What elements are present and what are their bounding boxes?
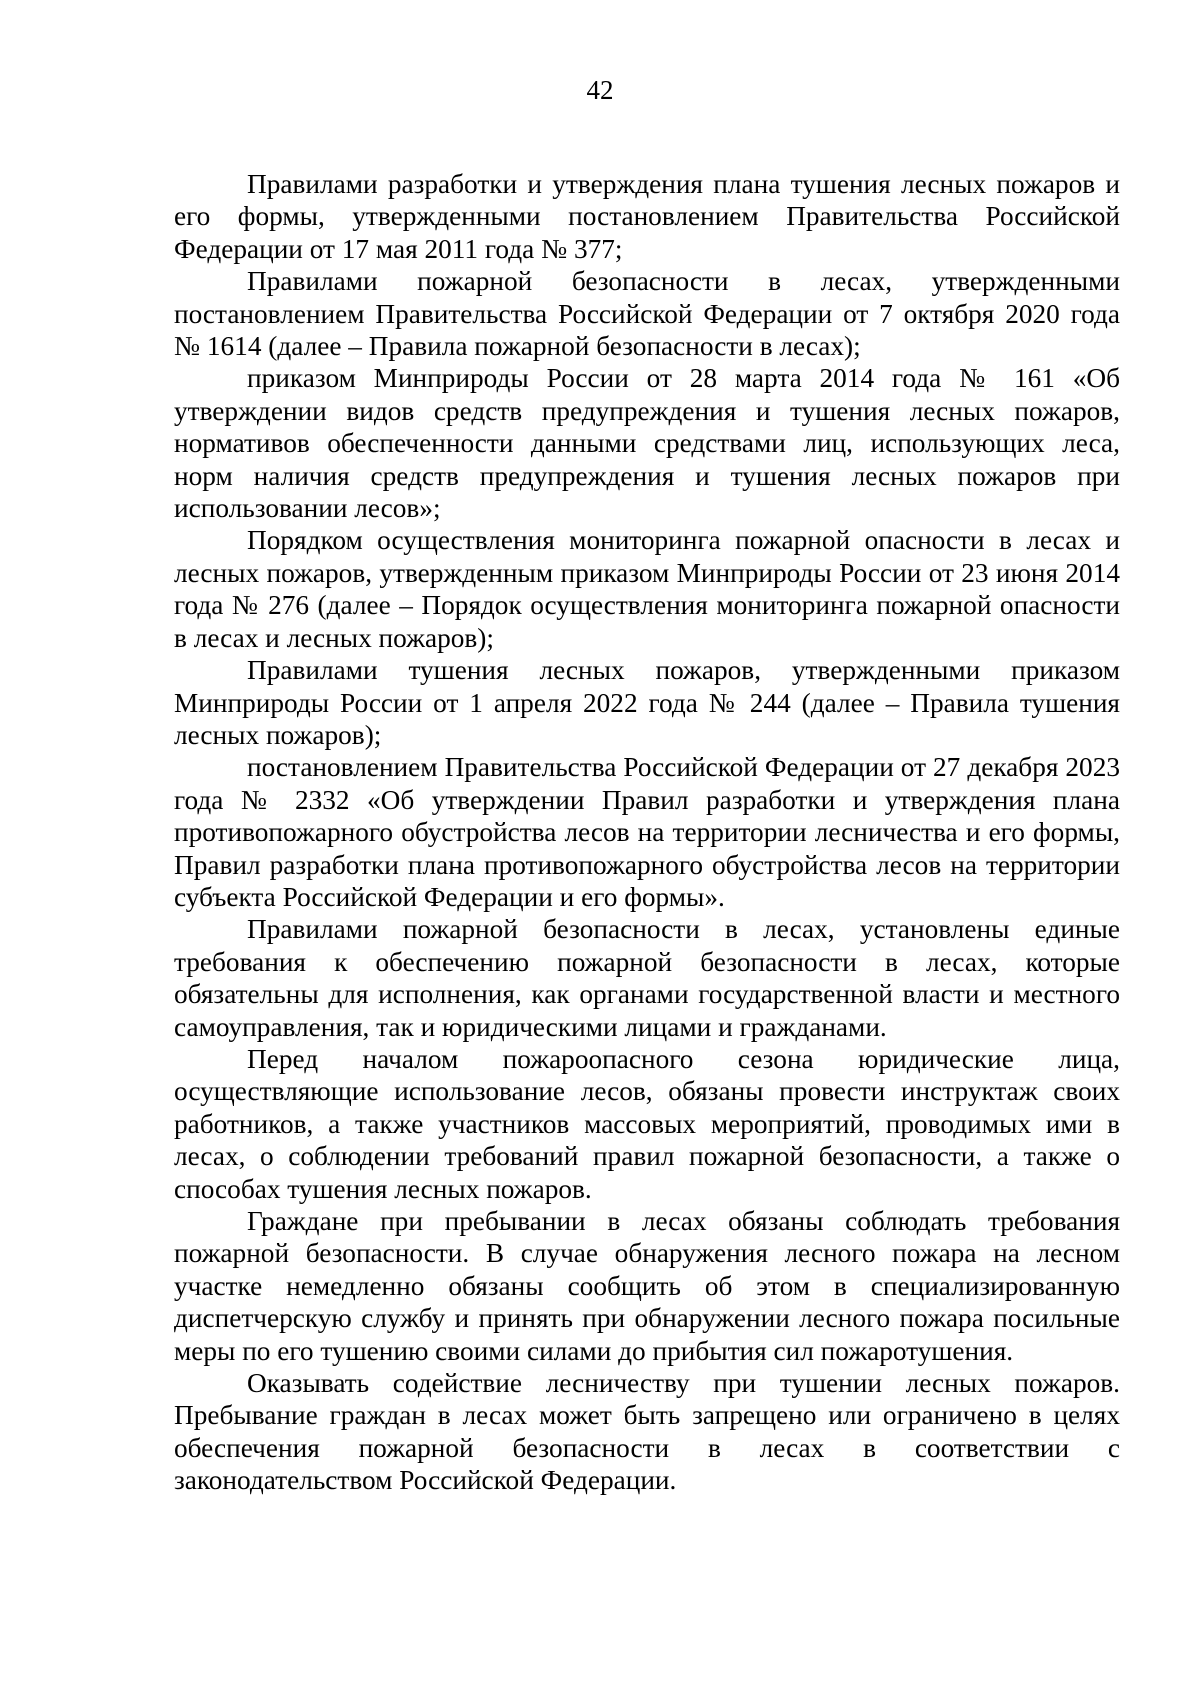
paragraph: Правилами тушения лесных пожаров, утвержденными приказом Минприроды России от 1 апреля 2022 года № 244 (далее – Правила тушения лесных пожаров); [174, 655, 1120, 750]
paragraph: Правилами разработки и утверждения плана тушения лесных пожаров и его формы, утвержденными постановлением Правительства Российской Федерации от 17 мая 2011 года № 377; [174, 169, 1120, 264]
paragraph: приказом Минприроды России от 28 марта 2014 года № 161 «Об утверждении видов средств предупреждения и тушения лесных пожаров, нормативов обеспеченности данными средствами лиц, использующих леса, норм наличия средств предупреждения и тушения лесных пожаров при использовании лесов»; [174, 363, 1120, 524]
paragraph: Граждане при пребывании в лесах обязаны соблюдать требования пожарной безопасности. В случае обнаружения лесного пожара на лесном участке немедленно обязаны сообщить об этом в специализированную диспетчерскую службу и принять при обнаружении лесного пожара посильные меры по его тушению своими силами до прибытия сил пожаротушения. [174, 1206, 1120, 1366]
paragraph: Перед началом пожароопасного сезона юридические лица, осуществляющие использование лесов, обязаны провести инструктаж своих работников, а также участников массовых мероприятий, проводимых ими в лесах, о соблюдении требований правил пожарной безопасности, а также о способах тушения лесных пожаров. [174, 1043, 1120, 1204]
paragraph: Правилами пожарной безопасности в лесах, утвержденными постановлением Правительства Российской Федерации от 7 октября 2020 года № 1614 (далее – Правила пожарной безопасности в лесах); [174, 266, 1120, 362]
document-body [174, 168, 1120, 1497]
paragraph: Порядком осуществления мониторинга пожарной опасности в лесах и лесных пожаров, утвержденным приказом Минприроды России от 23 июня 2014 года № 276 (далее – Порядок осуществления мониторинга пожарной опасности в лесах и лесных пожаров); [174, 525, 1120, 653]
paragraph: Оказывать содействие лесничеству при тушении лесных пожаров. Пребывание граждан в лесах может быть запрещено или ограничено в целях обеспечения пожарной безопасности в лесах в соответствии с законодательством Российской Федерации. [174, 1368, 1120, 1496]
paragraph: постановлением Правительства Российской Федерации от 27 декабря 2023 года № 2332 «Об утверждении Правил разработки и утверждения плана противопожарного обустройства лесов на территории лесничества и его формы, Правил разработки плана противопожарного обустройства лесов на территории субъекта Российской Федерации и его формы». [174, 752, 1120, 912]
page-number: 42 [586, 75, 614, 105]
paragraph: Правилами пожарной безопасности в лесах, установлены единые требования к обеспечению пожарной безопасности в лесах, которые обязательны для исполнения, как органами государственной власти и местного самоуправления, так и юридическими лицами и гражданами. [174, 914, 1120, 1042]
